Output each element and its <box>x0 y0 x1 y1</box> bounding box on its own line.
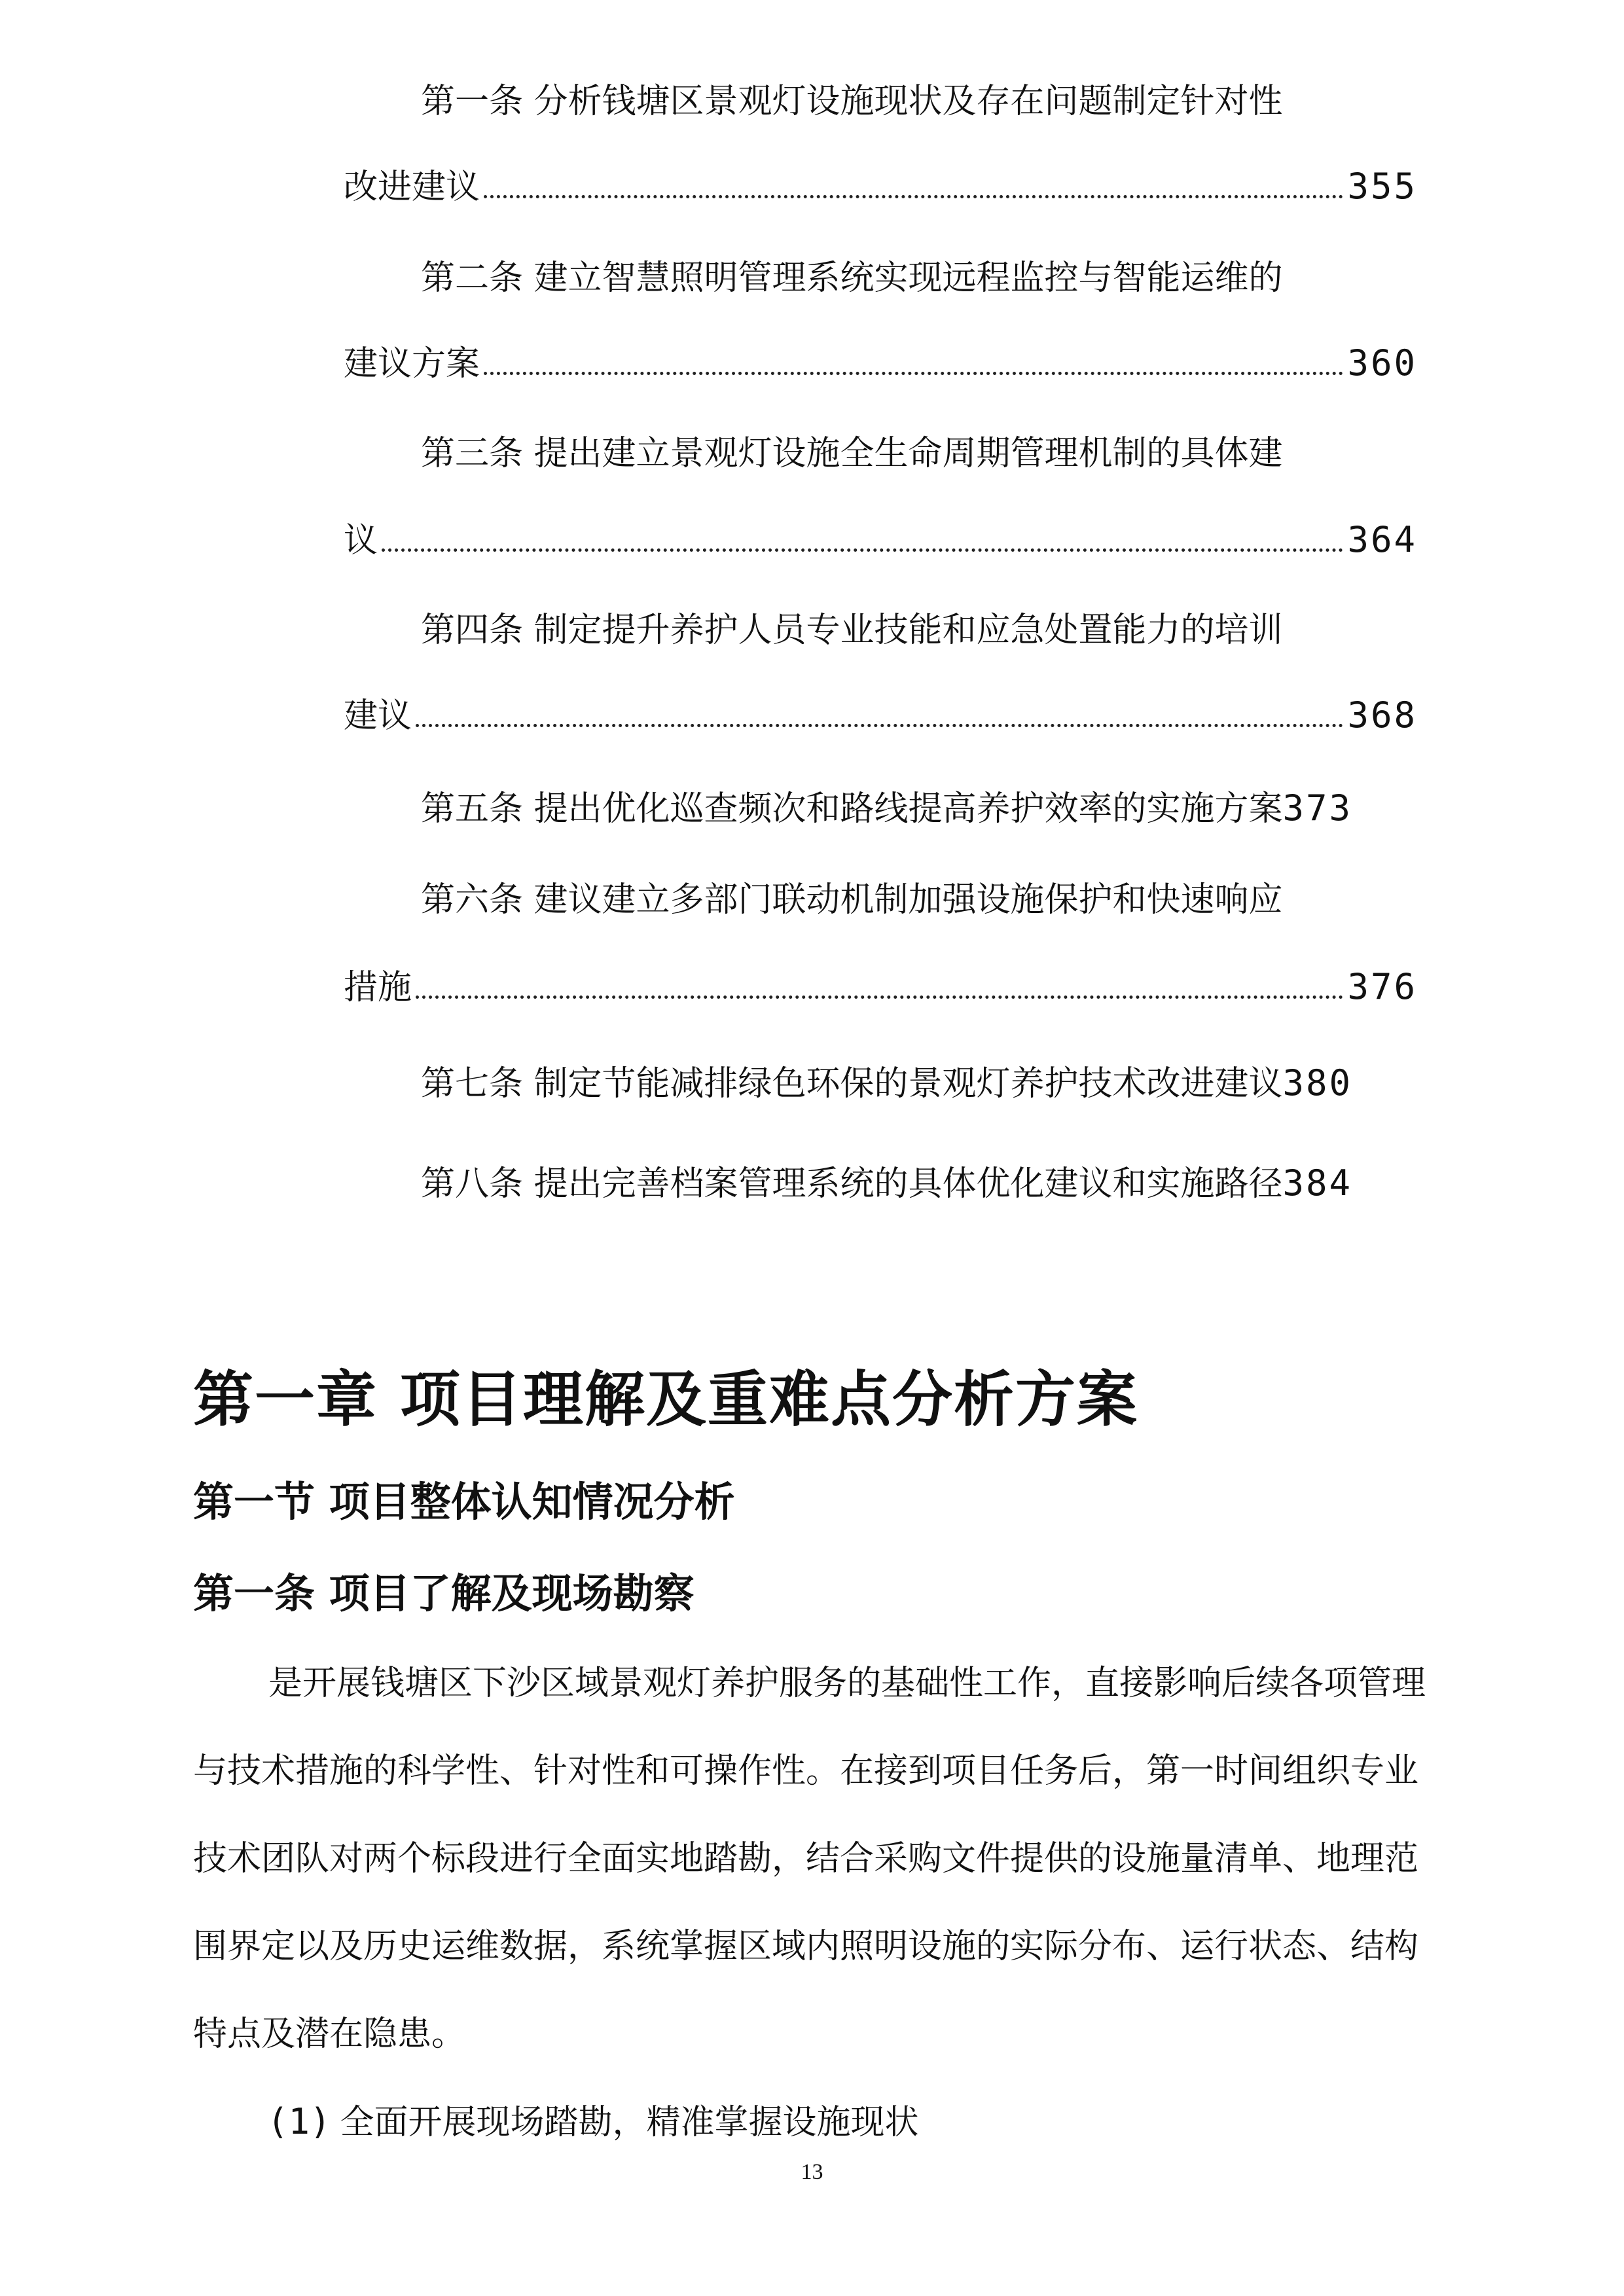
toc-entry-line1: 第二条 建立智慧照明管理系统实现远程监控与智能运维的 <box>421 259 1283 298</box>
toc-entry-line1: 第三条 提出建立景观灯设施全生命周期管理机制的具体建 <box>421 434 1283 473</box>
toc-entry-line2 <box>344 696 1417 736</box>
toc-entry-text: 第七条 制定节能减排绿色环保的景观灯养护技术改进建议 <box>421 1064 1283 1103</box>
toc-entry-line1: 第一条 分析钱塘区景观灯设施现状及存在问题制定针对性 <box>421 82 1283 121</box>
toc-entry-line2 <box>344 967 1417 1007</box>
toc-page-number: 364 <box>1347 519 1417 560</box>
toc-entry-text: 改进建议 <box>344 168 480 207</box>
toc-page-number: 368 <box>1347 694 1417 736</box>
toc-entry-text: 措施 <box>344 968 412 1007</box>
article-title: 第一条 项目了解及现场勘察 <box>193 1570 695 1617</box>
page-number: 13 <box>801 2160 823 2184</box>
toc-entry-line2 <box>344 520 1417 560</box>
section-title: 第一节 项目整体认知情况分析 <box>193 1478 735 1526</box>
toc-entry-line1 <box>421 1164 1352 1204</box>
toc-entry-line1 <box>421 1064 1352 1103</box>
chapter-title: 第一章 项目理解及重难点分析方案 <box>193 1365 1139 1435</box>
toc-entry-line2 <box>344 344 1417 384</box>
list-item <box>267 2094 919 2144</box>
list-item-number: (1) <box>267 2101 331 2142</box>
toc-entry-text: 建议方案 <box>344 344 480 384</box>
toc-page-number: 384 <box>1282 1162 1353 1204</box>
toc-page-number: 373 <box>1282 787 1353 829</box>
toc-page-number: 376 <box>1347 966 1417 1007</box>
toc-entry-text: 建议 <box>344 696 412 736</box>
toc-leader-dots <box>416 724 1343 727</box>
toc-entry-line1: 第四条 制定提升养护人员专业技能和应急处置能力的培训 <box>421 611 1283 650</box>
body-paragraph: 是开展钱塘区下沙区域景观灯养护服务的基础性工作，直接影响后续各项管理与技术措施的科学性、针对性和可操作性。在接到项目任务后，第一时间组织专业技术团队对两个标段进行全面实地踏勘，结合采购文件提供的设施量清单、地理范围界定以及历史运维数据，系统掌握区域内照明设施的实际分布、运行状态、结构特点及潜在隐患。 <box>193 1664 1426 2054</box>
toc-page-number: 380 <box>1282 1062 1353 1103</box>
toc-entry-line1: 第六条 建议建立多部门联动机制加强设施保护和快速响应 <box>421 880 1283 920</box>
toc-page-number: 355 <box>1347 166 1417 207</box>
list-item-text: 全面开展现场踏勘，精准掌握设施现状 <box>340 2103 919 2142</box>
toc-leader-dots <box>484 372 1343 375</box>
toc-entry-text: 第八条 提出完善档案管理系统的具体优化建议和实施路径 <box>421 1164 1283 1204</box>
toc-entry-text: 第五条 提出优化巡查频次和路线提高养护效率的实施方案 <box>421 789 1283 829</box>
toc-leader-dots <box>416 996 1343 999</box>
toc-entry-text: 议 <box>344 521 378 560</box>
toc-leader-dots <box>382 548 1343 552</box>
toc-page-number: 360 <box>1347 342 1417 384</box>
toc-leader-dots <box>484 195 1343 198</box>
toc-entry-line2 <box>344 167 1417 207</box>
toc-entry-line1 <box>421 789 1352 829</box>
